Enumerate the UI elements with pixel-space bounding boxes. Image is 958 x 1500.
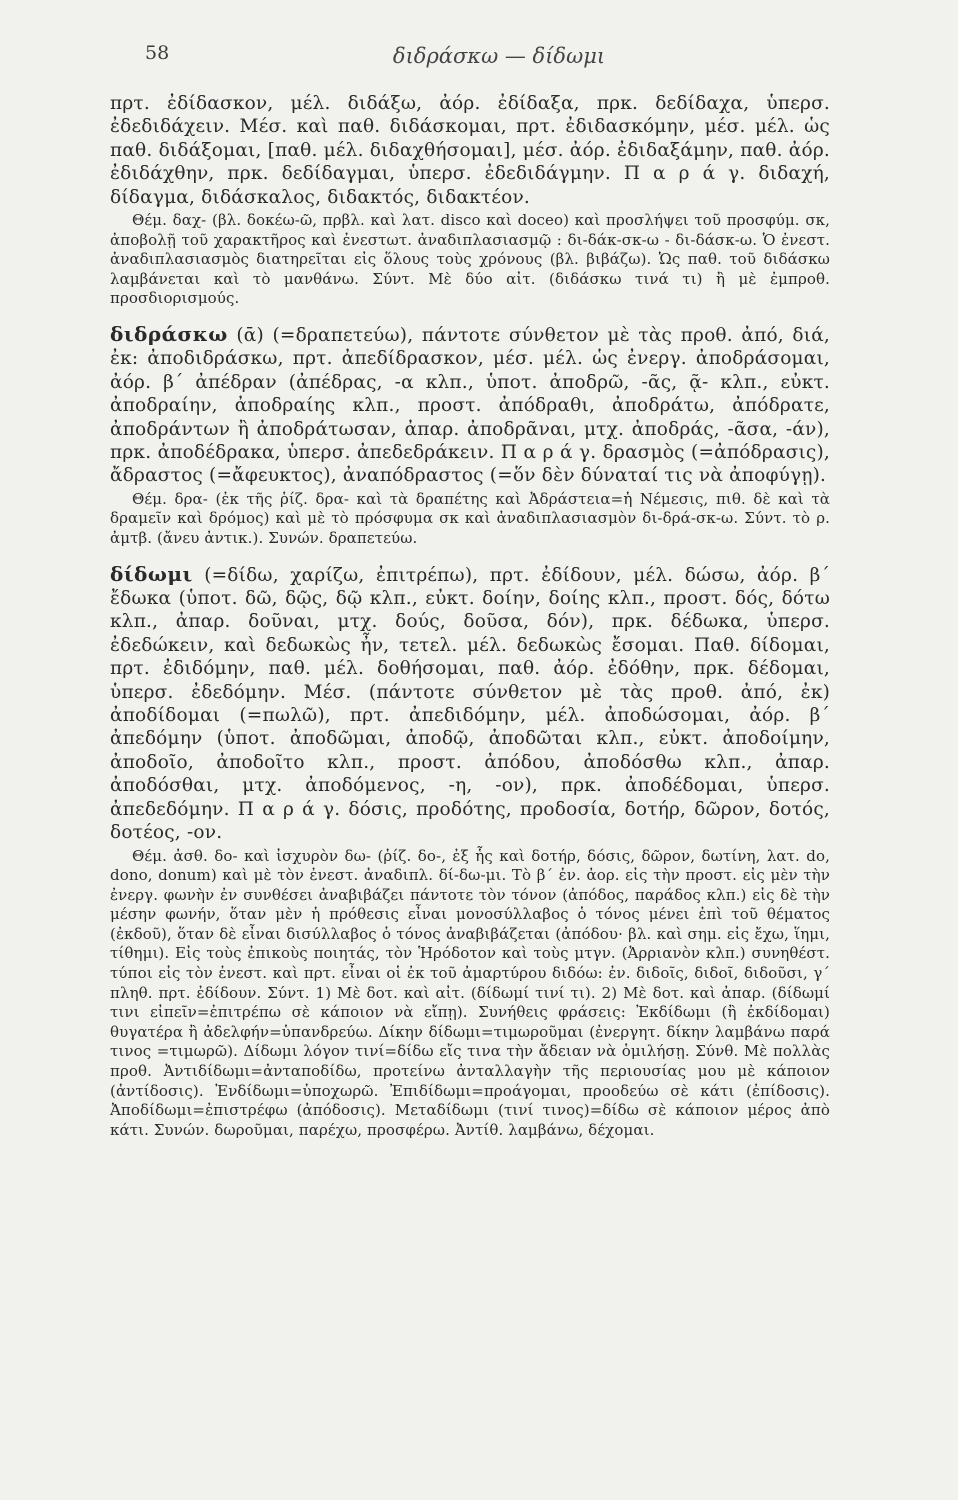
- entry-didasko-continued: [110, 92, 830, 309]
- page-body: [110, 92, 830, 1140]
- entry-body: (ᾱ) (=δραπετεύω), πάντοτε σύνθετον μὲ τὰς προθ. ἀπό, διά, ἐκ: ἀποδιδράσκω, πρτ. ἀπεδίδρασκον, μέσ. μέλ. ὡς ἐνεργ. ἀποδράσομαι, ἀόρ. β΄ ἀπέδραν (ἀπέδρας, -α κλπ., ὑποτ. ἀποδρῶ, -ᾶς, ᾷ- κλπ., εὐκτ. ἀποδραίην, ἀποδραίης κλπ., προστ. ἀπόδραθι, ἀποδράτω, ἀπόδρατε, ἀποδράντων ἢ ἀποδράτωσαν, ἀπαρ. ἀποδρᾶναι, μτχ. ἀποδράς, -ᾶσα, -άν), πρκ. ἀποδέδρακα, ὑπερσ. ἀπεδεδράκειν. Π α ρ ά γ. δρασμὸς (=ἀπόδρασις), ἄδραστος (=ἄφευκτος), ἀναπόδραστος (=ὅν δὲν δύναταί τις νὰ ἀποφύγῃ).: [110, 325, 830, 487]
- running-head: διδράσκω — δίδωμι: [392, 44, 606, 68]
- headword: διδράσκω: [110, 322, 228, 346]
- entry-body: πρτ. ἐδίδασκον, μέλ. διδάξω, ἀόρ. ἐδίδαξα, πρκ. δεδίδαχα, ὑπερσ. ἐδεδιδάχειν. Μέσ. καὶ παθ. διδάσκομαι, πρτ. ἐδιδασκόμην, μέσ. μέλ. ὡς παθ. διδάξομαι, [παθ. μέλ. διδαχθήσομαι], μέσ. ἀόρ. ἐδιδαξάμην, παθ. ἀόρ. ἐδιδάχθην, πρκ. δεδίδαγμαι, ὑπερσ. ἐδεδιδάγμην. Π α ρ ά γ. διδαχή, δίδαγμα, διδάσκαλος, διδακτός, διδακτέον.: [110, 93, 830, 208]
- entry-didomi: [110, 563, 830, 1141]
- entry-didrasko: [110, 323, 830, 549]
- entry-note: Θέμ. δρα- (ἐκ τῆς ῥίζ. δρα- καὶ τὰ δραπέτης καὶ Ἀδράστεια=ἡ Νέμεσις, πιθ. δὲ καὶ τὰ δραμεῖν καὶ δρόμος) καὶ μὲ τὸ πρόσφυμα σκ καὶ ἀναδιπλασιασμὸν δι-δρά-σκ-ω. Σύντ. τὸ ρ. ἀμτβ. (ἄνευ ἀντικ.). Συνών. δραπετεύω.: [110, 489, 830, 548]
- entry-note: Θέμ. δαχ- (βλ. δοκέω-ῶ, πρβλ. καὶ λατ. disco καὶ doceo) καὶ προσλήψει τοῦ προσφύμ. σκ, ἀποβολῇ τοῦ χαρακτῆρος καὶ ἐνεστωτ. ἀναδιπλασιασμῷ : δι-δάκ-σκ-ω - δι-δάσκ-ω. Ὁ ἐνεστ. ἀναδιπλασιασμὸς διατηρεῖται εἰς ὅλους τοὺς χρόνους (βλ. βιβάζω). Ὡς παθ. τοῦ διδάσκω λαμβάνεται καὶ τὸ μανθάνω. Σύντ. Μὲ δύο αἰτ. (διδάσκω τινά τι) ἢ μὲ ἐμπροθ. προσδιορισμούς.: [110, 211, 830, 308]
- page-number: 58: [145, 42, 170, 64]
- entry-body: (=δίδω, χαρίζω, ἐπιτρέπω), πρτ. ἐδίδουν, μέλ. δώσω, ἀόρ. β΄ ἔδωκα (ὑποτ. δῶ, δῷς, δῷ κλπ., εὐκτ. δοίην, δοίης κλπ., προστ. δός, δότω κλπ., ἀπαρ. δοῦναι, μτχ. δούς, δοῦσα, δόν), πρκ. δέδωκα, ὑπερσ. ἐδεδώκειν, καὶ δεδωκὼς ἦν, τετελ. μέλ. δεδωκὼς ἔσομαι. Παθ. δίδομαι, πρτ. ἐδιδόμην, παθ. μέλ. δοθήσομαι, παθ. ἀόρ. ἐδόθην, πρκ. δέδομαι, ὑπερσ. ἐδεδόμην. Μέσ. (πάντοτε σύνθετον μὲ τὰς προθ. ἀπό, ἐκ) ἀποδίδομαι (=πωλῶ), πρτ. ἀπεδιδόμην, μέλ. ἀποδώσομαι, ἀόρ. β΄ ἀπεδόμην (ὑποτ. ἀποδῶμαι, ἀποδῷ, ἀποδῶται κλπ., εὐκτ. ἀποδοίμην, ἀποδοῖο, ἀποδοῖτο κλπ., προστ. ἀπόδου, ἀποδόσθω κλπ., ἀπαρ. ἀποδόσθαι, μτχ. ἀποδόμενος, -η, -ον), πρκ. ἀποδέδομαι, ὑπερσ. ἀπεδεδόμην. Π α ρ ά γ. δόσις, προδότης, προδοσία, δοτήρ, δῶρον, δοτός, δοτέος, -ον.: [110, 564, 830, 844]
- headword: δίδωμι: [110, 561, 193, 586]
- entry-note: Θέμ. ἀσθ. δο- καὶ ἰσχυρὸν δω- (ῥίζ. δο-, ἐξ ἧς καὶ δοτήρ, δόσις, δῶρον, δωτίνη, λατ. do, dono, donum) καὶ μὲ τὸν ἐνεστ. ἀναδιπλ. δί-δω-μι. Τὸ β΄ ἐν. ἀορ. εἰς τὴν προστ. εἰς μὲν τὴν ἐνεργ. φωνὴν ἐν συνθέσει ἀναβιβάζει πάντοτε τὸν τόνον (ἀπόδος, παράδος κλπ.) εἰς δὲ τὴν μέσην φωνήν, ὅταν μὲν ἡ πρόθεσις εἶναι μονοσύλλαβος ὁ τόνος μένει ἐπὶ τοῦ θέματος (ἐκδοῦ), ὅταν δὲ εἶναι δισύλλαβος ὁ τόνος ἀναβιβάζεται (ἀπόδου· βλ. καὶ σημ. εἰς ἔχω, ἵημι, τίθημι). Εἰς τοὺς ἐπικοὺς ποιητάς, τὸν Ἡρόδοτον καὶ τοὺς μτγν. (Ἀρριανὸν κλπ.) συνηθέστ. τύποι εἰς τὸν ἐνεστ. καὶ πρτ. εἶναι οἱ ἐκ τοῦ ἀμαρτύρου διδόω: ἐν. διδοῖς, διδοῖ, διδοῦσι, γ΄ πληθ. πρτ. ἐδίδουν. Σύντ. 1) Μὲ δοτ. καὶ αἰτ. (δίδωμί τινί τι). 2) Μὲ δοτ. καὶ ἀπαρ. (δίδωμί τινι εἰπεῖν=ἐπιτρέπω σὲ κάποιον νὰ εἴπῃ). Συνήθεις φράσεις: Ἐκδίδωμι (ἢ ἐκδίδομαι) θυγατέρα ἢ ἀδελφήν=ὑπανδρεύω. Δίκην δίδωμι=τιμωροῦμαι (ἐνεργητ. δίκην λαμβάνω παρά τινος =τιμωρῶ). Δίδωμι λόγον τινί=δίδω εἴς τινα τὴν ἄδειαν νὰ ὁμιλήσῃ. Σύνθ. Μὲ πολλὰς προθ. Ἀντιδίδωμι=ἀνταποδίδω, προτείνω ἀνταλλαγὴν τῆς περιουσίας μου μὲ κάποιον (ἀντίδοσις). Ἐνδίδωμι=ὑποχωρῶ. Ἐπιδίδωμι=προάγομαι, προοδεύω σὲ κάτι (ἐπίδοσις). Ἀποδίδωμι=ἐπιστρέφω (ἀπόδοσις). Μεταδίδωμι (τινί τινος)=δίδω σὲ κάποιον μέρος ἀπὸ κάτι. Συνών. δωροῦμαι, παρέχω, προσφέρω. Ἀντίθ. λαμβάνω, δέχομαι.: [110, 846, 830, 1139]
